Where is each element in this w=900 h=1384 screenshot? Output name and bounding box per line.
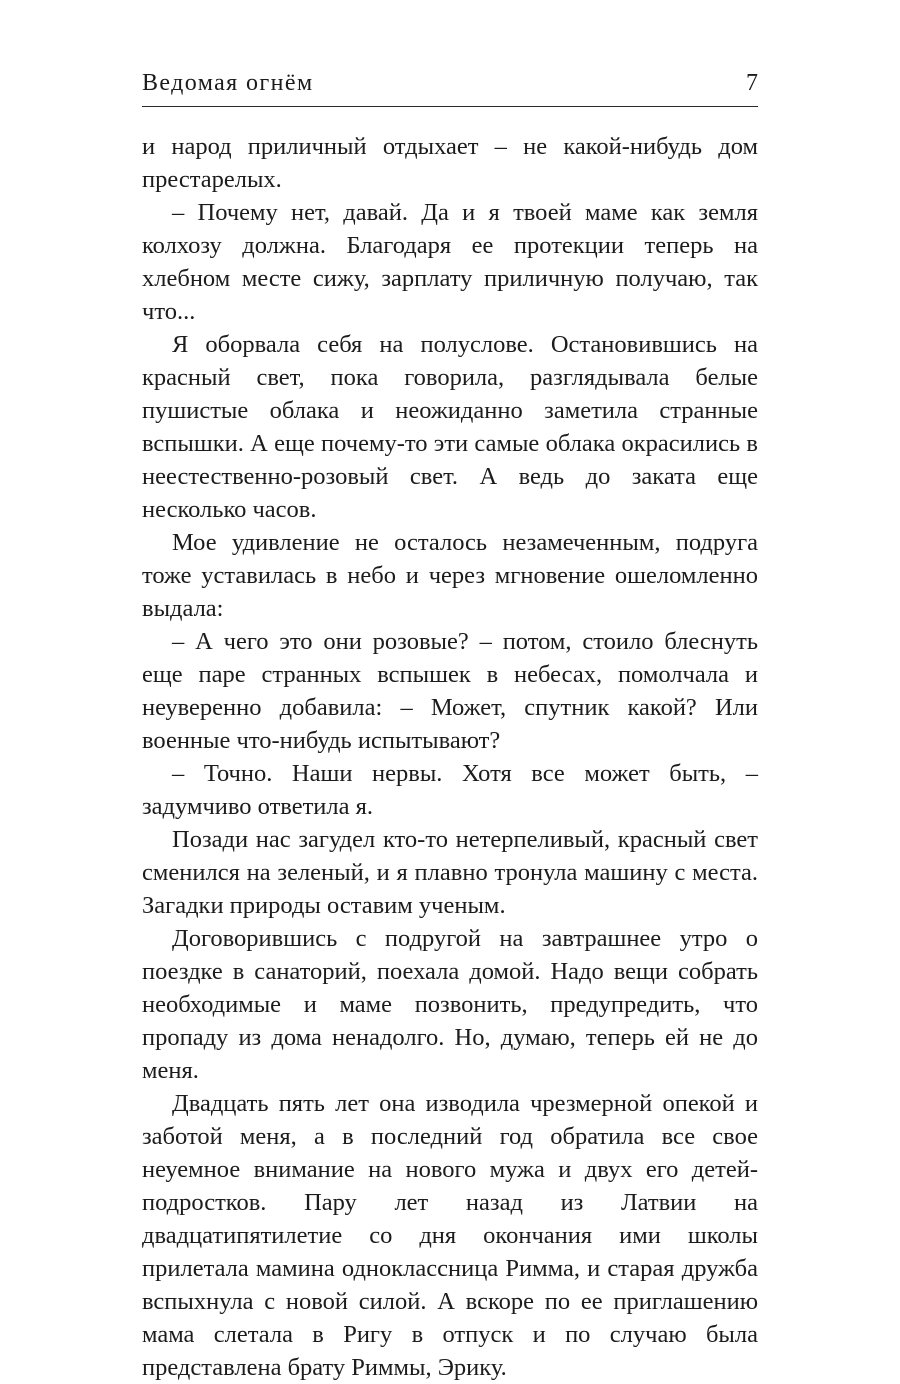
- page-text: [142, 130, 758, 1384]
- page-number: 7: [746, 70, 758, 96]
- paragraph: – Почему нет, давай. Да и я твоей маме как земля колхозу должна. Благодаря ее протекции теперь на хлебном месте сижу, зарплату приличную получаю, так что...: [142, 199, 758, 325]
- paragraph: Позади нас загудел кто-то нетерпеливый, красный свет сменился на зеленый, и я плавно тронула машину с места. Загадки природы оставим ученым.: [142, 826, 758, 919]
- paragraph: Я оборвала себя на полуслове. Остановившись на красный свет, пока говорила, разглядывала белые пушистые облака и неожиданно заметила странные вспышки. А еще почему-то эти самые облака окрасились в неестественно-розовый свет. А ведь до заката еще несколько часов.: [142, 331, 758, 523]
- paragraph: – А чего это они розовые? – потом, стоило блеснуть еще паре странных вспышек в небесах, помолчала и неуверенно добавила: – Может, спутник какой? Или военные что-нибудь испытывают?: [142, 628, 758, 754]
- running-header: [142, 66, 758, 107]
- paragraph: Двадцать пять лет она изводила чрезмерной опекой и заботой меня, а в последний год обратила все свое неуемное внимание на нового мужа и двух его детей-подростков. Пару лет назад из Латвии на двадцатипятилетие со дня окончания ими школы прилетала мамина одноклассница Римма, и старая дружба вспыхнула с новой силой. А вскоре по ее приглашению мама слетала в Ригу в отпуск и по случаю была представлена брату Риммы, Эрику.: [142, 1090, 758, 1381]
- paragraph: Договорившись с подругой на завтрашнее утро о поездке в санаторий, поехала домой. Надо вещи собрать необходимые и маме позвонить, предупредить, что пропаду из дома ненадолго. Но, думаю, теперь ей не до меня.: [142, 925, 758, 1084]
- book-title: Ведомая огнём: [142, 70, 314, 96]
- paragraph: – Точно. Наши нервы. Хотя все может быть, – задумчиво ответила я.: [142, 760, 758, 820]
- paragraph: Мое удивление не осталось незамеченным, подруга тоже уставилась в небо и через мгновение ошеломленно выдала:: [142, 529, 758, 622]
- paragraph: и народ приличный отдыхает – не какой-нибудь дом престарелых.: [142, 133, 758, 193]
